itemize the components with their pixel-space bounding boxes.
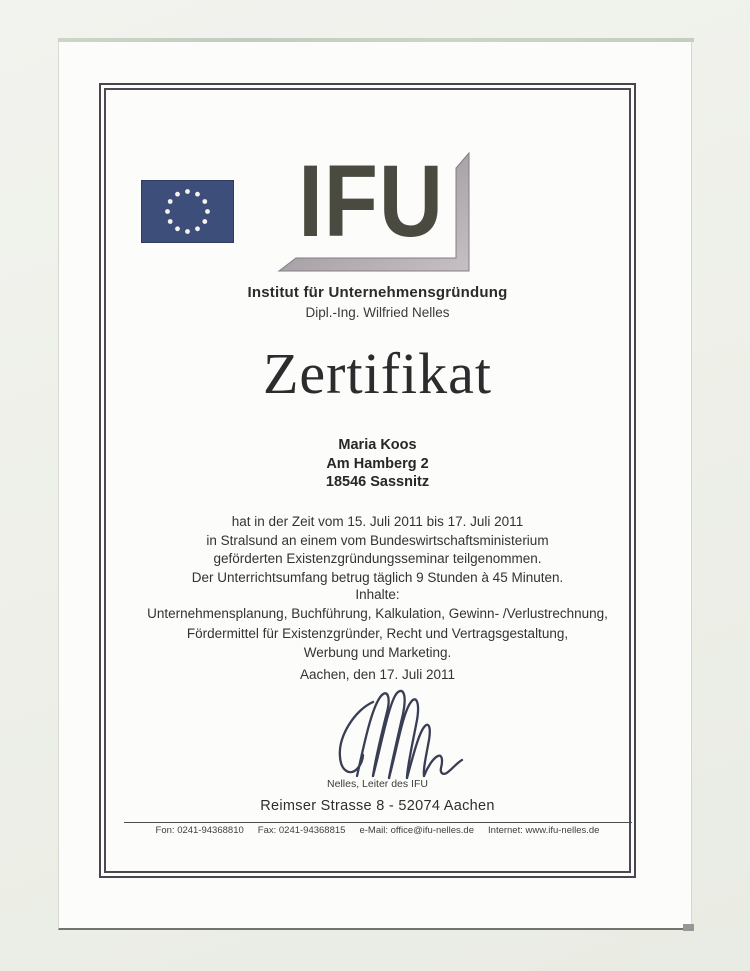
course-contents-block	[109, 585, 646, 662]
institute-name: Institut für Unternehmensgründung	[247, 284, 508, 301]
text-line: Maria Koos	[338, 437, 417, 453]
text-line: Fax: 0241-94368815	[257, 825, 346, 836]
ifu-logo-wordmark: IFU	[298, 144, 444, 258]
text-line: in Stralsund an einem vom Bundeswirtschaftsministerium	[206, 532, 549, 548]
text-line: 18546 Sassnitz	[325, 474, 430, 490]
text-line: Unternehmensplanung, Buchführung, Kalkulation, Gewinn- /Verlustrechnung,	[147, 606, 608, 622]
text-line: Werbung und Marketing.	[303, 644, 452, 660]
text-line: Internet: www.ifu-nelles.de	[488, 825, 600, 836]
text-line: geförderten Existenzgründungsseminar teilgenommen.	[213, 551, 542, 567]
recipient-address-block	[109, 436, 646, 492]
text-line: Fördermittel für Existenzgründer, Recht und Vertragsgestaltung,	[186, 625, 569, 641]
certificate-body-text	[109, 513, 646, 588]
text-line: e-Mail: office@ifu-nelles.de	[359, 825, 475, 836]
course-contents-heading: Inhalte:	[355, 587, 400, 602]
scan-artifact-mark	[683, 924, 694, 931]
course-contents-lines	[109, 604, 646, 662]
footer-street-address: Reimser Strasse 8 - 52074 Aachen	[260, 798, 495, 814]
eu-flag-icon	[141, 180, 234, 243]
text-line: hat in der Zeit vom 15. Juli 2011 bis 17. Juli 2011	[231, 514, 524, 529]
text-line: Fon: 0241-94368810	[155, 825, 244, 836]
text-line: Am Hamberg 2	[326, 455, 429, 472]
signature-image	[327, 688, 479, 784]
footer-contact-line	[109, 825, 646, 836]
footer-divider-rule	[124, 822, 632, 823]
certificate-title: Zertifikat	[262, 341, 492, 406]
place-and-date: Aachen, den 17. Juli 2011	[299, 667, 456, 682]
signature-caption: Nelles, Leiter des IFU	[327, 778, 428, 790]
text-line: Der Unterrichtsumfang betrug täglich 9 Stunden à 45 Minuten.	[191, 570, 564, 586]
paper-top-edge-shadow	[58, 38, 694, 42]
certificate-sheet	[58, 38, 692, 930]
institute-director: Dipl.-Ing. Wilfried Nelles	[305, 305, 450, 320]
